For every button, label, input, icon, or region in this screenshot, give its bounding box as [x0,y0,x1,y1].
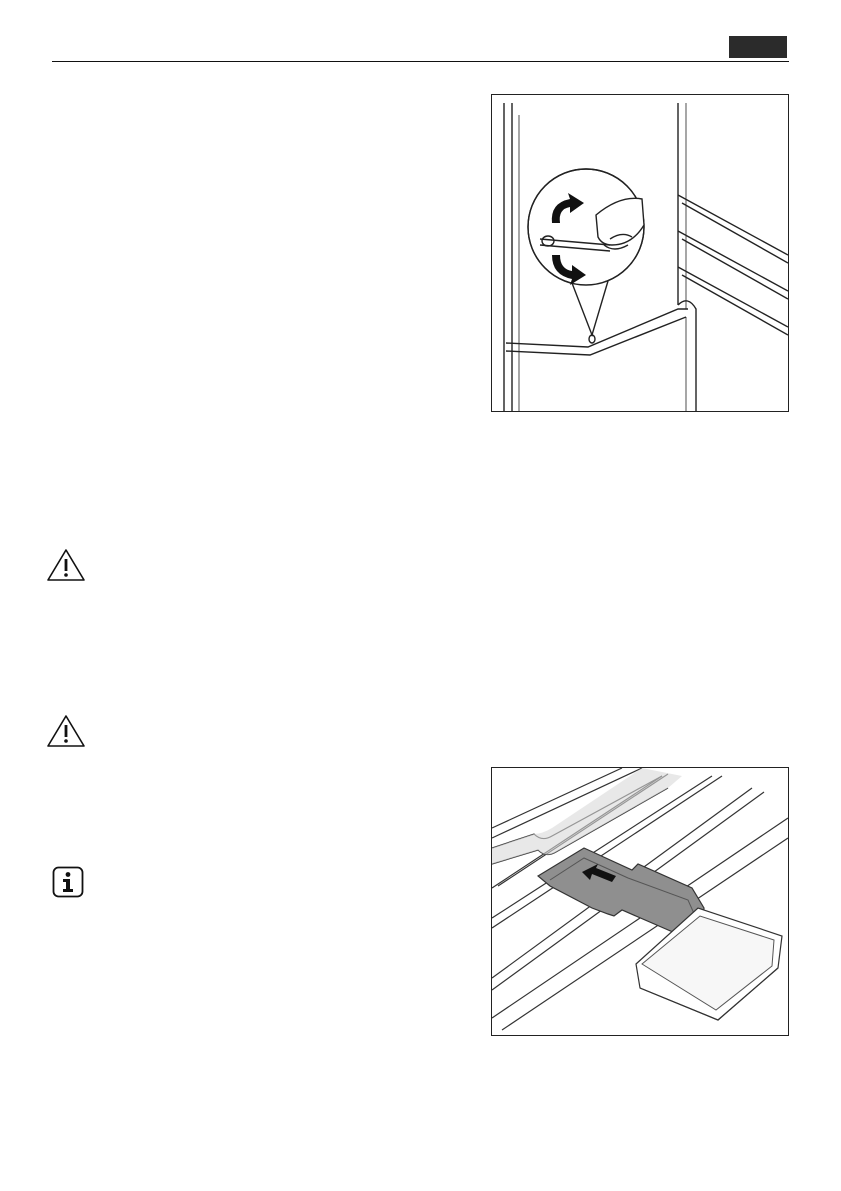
info-icon [52,866,84,898]
header-rule [52,61,789,62]
drain-tray-drawing [492,768,788,1035]
drain-hole-illustration [491,94,789,412]
warning-icon [46,548,86,582]
drain-hole-drawing [492,95,788,411]
drain-tray-illustration [491,767,789,1036]
warning-icon [46,714,86,748]
language-tab [729,36,787,58]
